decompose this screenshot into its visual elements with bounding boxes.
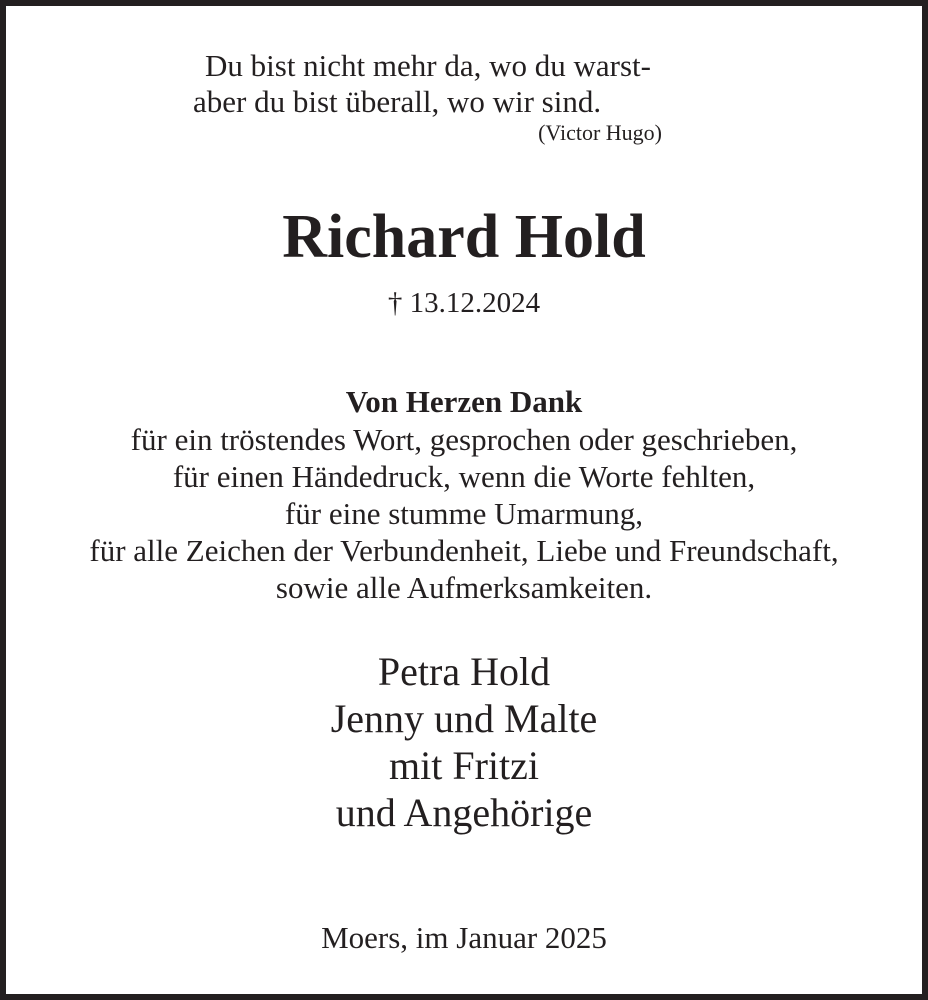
death-date: † 13.12.2024 [387, 287, 541, 319]
thanks-line: sowie alle Aufmerksamkeiten. [275, 570, 653, 605]
place-date: Moers, im Januar 2025 [321, 920, 607, 955]
signatory: und Angehörige [335, 790, 593, 835]
signatory: mit Fritzi [389, 743, 539, 788]
quote-line-2: aber du bist überall, wo wir sind. [193, 84, 602, 119]
thanks-line: für ein tröstendes Wort, gesprochen oder geschrieben, [130, 422, 798, 457]
quote-author: (Victor Hugo) [538, 120, 662, 145]
thanks-line: für alle Zeichen der Verbundenheit, Liebe und Freundschaft, [89, 533, 839, 568]
thanks-line: für einen Händedruck, wenn die Worte fehlten, [172, 459, 756, 494]
thanks-heading: Von Herzen Dank [345, 384, 583, 419]
deceased-name: Richard Hold [282, 203, 646, 271]
thanks-line: für eine stumme Umarmung, [284, 496, 644, 531]
quote-line-1: Du bist nicht mehr da, wo du warst- [205, 48, 651, 83]
signatory: Petra Hold [377, 649, 551, 694]
signatory: Jenny und Malte [330, 696, 598, 741]
